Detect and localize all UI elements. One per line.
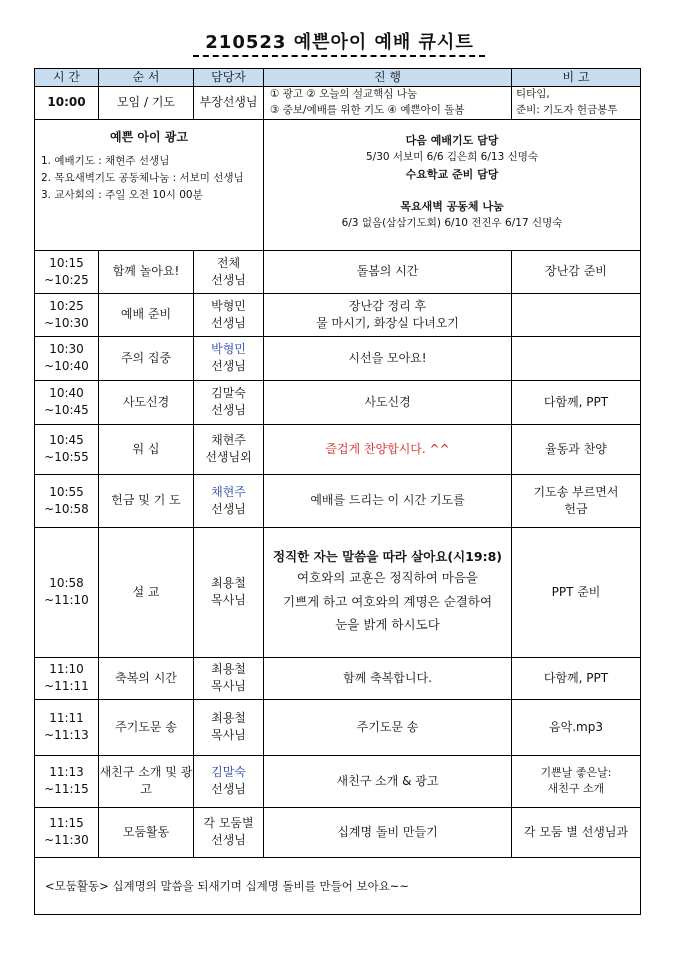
row-program: 즐겁게 찬양합시다. ^^ — [264, 424, 512, 474]
row-program: 돌봄의 시간 — [264, 250, 512, 293]
time-start: 10:15 — [49, 255, 84, 270]
row-time — [35, 527, 99, 657]
row-time — [35, 755, 99, 807]
time-start: 10:45 — [49, 433, 84, 447]
leader-name: 최용철 — [211, 711, 246, 725]
note-line: 기도송 부르면서 — [533, 484, 619, 499]
time-end: ~10:55 — [44, 450, 89, 465]
page-title: 210523 예쁜아이 예배 큐시트 — [205, 32, 474, 53]
announcement-item: 3. 교사회의 : 주일 오전 10시 00분 — [41, 188, 203, 201]
footer-row — [35, 857, 641, 914]
header-order: 순 서 — [99, 69, 194, 87]
opening-program-line: ① 광고 ② 오늘의 설교핵심 나눔 — [270, 88, 418, 101]
row-order: 사도신경 — [99, 380, 194, 424]
row-time — [35, 807, 99, 857]
row-time — [35, 699, 99, 755]
leader-title: 선생님외 — [205, 450, 252, 465]
row-order: 축복의 시간 — [99, 657, 194, 699]
announcement-item: 1. 예배기도 : 채현주 선생님 — [41, 155, 170, 168]
row-time — [35, 336, 99, 380]
time-end: ~11:30 — [44, 833, 89, 848]
time-start: 10:58 — [49, 576, 84, 590]
leader-name: 박형민 — [211, 342, 246, 356]
table-row — [35, 699, 641, 755]
leader-name: 채현주 — [211, 484, 246, 499]
row-time — [35, 474, 99, 527]
leader-name: 최용철 — [211, 576, 246, 590]
leader-title: 목사님 — [211, 728, 246, 743]
time-end: ~11:15 — [44, 782, 89, 797]
row-leader — [194, 424, 264, 474]
time-start: 10:55 — [49, 484, 84, 499]
note-line: 헌금 — [564, 501, 588, 516]
row-time — [35, 293, 99, 336]
time-start: 11:11 — [49, 711, 84, 725]
row-order: 헌금 및 기 도 — [99, 474, 194, 527]
opening-time: 10:00 — [35, 87, 99, 120]
leader-name: 채현주 — [211, 433, 246, 447]
leader-title: 선생님 — [211, 501, 246, 516]
row-note — [512, 474, 641, 527]
leader-title: 선생님 — [211, 782, 246, 797]
row-leader — [194, 755, 264, 807]
sermon-verse-line: 여호와의 교훈은 정직하여 마음을 — [297, 569, 478, 585]
leader-name: 김말숙 — [211, 765, 246, 779]
row-time — [35, 380, 99, 424]
row-order: 모둠활동 — [99, 807, 194, 857]
row-time — [35, 657, 99, 699]
leader-title: 선생님 — [211, 272, 246, 287]
row-leader — [194, 807, 264, 857]
table-row — [35, 336, 641, 380]
time-end: ~10:25 — [44, 272, 89, 287]
row-program: 주기도문 송 — [264, 699, 512, 755]
row-order: 워 십 — [99, 424, 194, 474]
row-note: 음악.mp3 — [512, 699, 641, 755]
note-line: 기쁜날 좋은날: — [540, 766, 612, 780]
opening-note-line: 티타임, — [516, 88, 550, 101]
table-row — [35, 657, 641, 699]
row-order: 설 교 — [99, 527, 194, 657]
header-note: 비 고 — [512, 69, 641, 87]
thursday-dawn-heading: 목요새벽 공동체 나눔 — [400, 199, 504, 213]
row-program: 사도신경 — [264, 380, 512, 424]
time-start: 10:25 — [49, 298, 84, 313]
program-line: 장난감 정리 후 — [348, 298, 427, 313]
program-line: 물 마시기, 화장실 다녀오기 — [316, 315, 459, 330]
row-note: 장난감 준비 — [512, 250, 641, 293]
row-leader — [194, 474, 264, 527]
row-note: 각 모둠 별 선생님과 — [512, 807, 641, 857]
row-note — [512, 293, 641, 336]
row-program: 함께 축복합니다. — [264, 657, 512, 699]
time-start: 11:13 — [49, 765, 84, 779]
duty-schedule-box — [264, 119, 641, 250]
cue-sheet-table — [34, 68, 641, 915]
time-start: 10:30 — [49, 342, 84, 356]
time-end: ~10:30 — [44, 315, 89, 330]
row-note: 다함께, PPT — [512, 380, 641, 424]
announcement-item: 2. 목요새벽기도 공동체나눔 : 서보미 선생님 — [41, 171, 244, 184]
row-order: 주의 집중 — [99, 336, 194, 380]
header-time: 시 간 — [35, 69, 99, 87]
row-note: 율동과 찬양 — [512, 424, 641, 474]
row-leader — [194, 293, 264, 336]
leader-name: 최용철 — [211, 662, 246, 676]
opening-row — [35, 87, 641, 120]
row-order: 새친구 소개 및 광고 — [99, 755, 194, 807]
time-end: ~10:58 — [44, 501, 89, 516]
row-time — [35, 424, 99, 474]
leader-title: 선생님 — [211, 833, 246, 848]
header-program: 진 행 — [264, 69, 512, 87]
row-order: 주기도문 송 — [99, 699, 194, 755]
row-leader — [194, 250, 264, 293]
activity-note: <모둠활동> 십계명의 말씀을 되새기며 십계명 돌비를 만들어 보아요~~ — [35, 857, 641, 914]
leader-name: 전체 — [216, 255, 241, 270]
table-row — [35, 474, 641, 527]
opening-note — [512, 87, 641, 120]
announcements-title: 예쁜 아이 광고 — [110, 129, 188, 144]
opening-order: 모임 / 기도 — [99, 87, 194, 120]
row-leader — [194, 699, 264, 755]
row-order: 예배 준비 — [99, 293, 194, 336]
table-row — [35, 293, 641, 336]
leader-title: 목사님 — [211, 679, 246, 694]
title-underline — [193, 55, 485, 57]
leader-title: 목사님 — [211, 593, 246, 608]
sermon-verse-line: 눈을 밝게 하시도다 — [335, 617, 440, 633]
row-note — [512, 336, 641, 380]
opening-note-line: 준비: 기도자 헌금봉투 — [516, 104, 618, 117]
time-start: 11:15 — [49, 816, 84, 830]
time-start: 10:40 — [49, 386, 84, 400]
row-program: 예배를 드리는 이 시간 기도를 — [264, 474, 512, 527]
info-row — [35, 119, 641, 250]
row-leader — [194, 336, 264, 380]
row-leader — [194, 527, 264, 657]
next-prayer-schedule: 5/30 서보미 6/6 김은희 6/13 신명숙 — [365, 151, 539, 164]
row-leader — [194, 657, 264, 699]
sermon-cell — [264, 527, 512, 657]
time-end: ~11:10 — [44, 593, 89, 608]
row-program — [264, 293, 512, 336]
leader-name: 각 모둠별 — [203, 816, 254, 830]
row-program: 시선을 모아요! — [264, 336, 512, 380]
wednesday-school-heading: 수요학교 준비 담당 — [405, 168, 499, 182]
table-row — [35, 807, 641, 857]
row-note: PPT 준비 — [512, 527, 641, 657]
thursday-dawn-schedule: 6/3 없음(삼삼기도회) 6/10 전진우 6/17 신명숙 — [341, 217, 563, 230]
announcements-box — [35, 119, 264, 250]
row-note: 다함께, PPT — [512, 657, 641, 699]
opening-leader: 부장선생님 — [194, 87, 264, 120]
row-time — [35, 250, 99, 293]
note-line: 새친구 소개 — [547, 782, 605, 796]
row-order: 함께 놀아요! — [99, 250, 194, 293]
row-program: 십계명 돌비 만들기 — [264, 807, 512, 857]
leader-name: 김말숙 — [211, 386, 246, 400]
leader-title: 선생님 — [211, 403, 246, 418]
table-row — [35, 250, 641, 293]
time-end: ~11:13 — [44, 728, 89, 743]
opening-program — [264, 87, 512, 120]
leader-name: 박형민 — [211, 298, 246, 313]
table-row — [35, 527, 641, 657]
table-row — [35, 380, 641, 424]
sermon-verse-line: 기쁘게 하고 여호와의 계명은 순결하여 — [282, 593, 493, 609]
row-note — [512, 755, 641, 807]
row-program: 새친구 소개 & 광고 — [264, 755, 512, 807]
time-end: ~10:45 — [44, 403, 89, 418]
time-end: ~10:40 — [44, 359, 89, 374]
time-start: 11:10 — [49, 662, 84, 676]
header-leader: 담당자 — [194, 69, 264, 87]
leader-title: 선생님 — [211, 315, 246, 330]
opening-program-line: ③ 중보/예배를 위한 기도 ④ 예쁜아이 돌봄 — [270, 104, 465, 117]
table-row — [35, 755, 641, 807]
time-end: ~11:11 — [44, 679, 89, 694]
row-leader — [194, 380, 264, 424]
sermon-title: 정직한 자는 말씀을 따라 살아요(시19:8) — [273, 548, 502, 564]
leader-title: 선생님 — [211, 359, 246, 374]
next-prayer-heading: 다음 예배기도 담당 — [405, 133, 499, 147]
table-row — [35, 424, 641, 474]
header-row — [35, 69, 641, 87]
